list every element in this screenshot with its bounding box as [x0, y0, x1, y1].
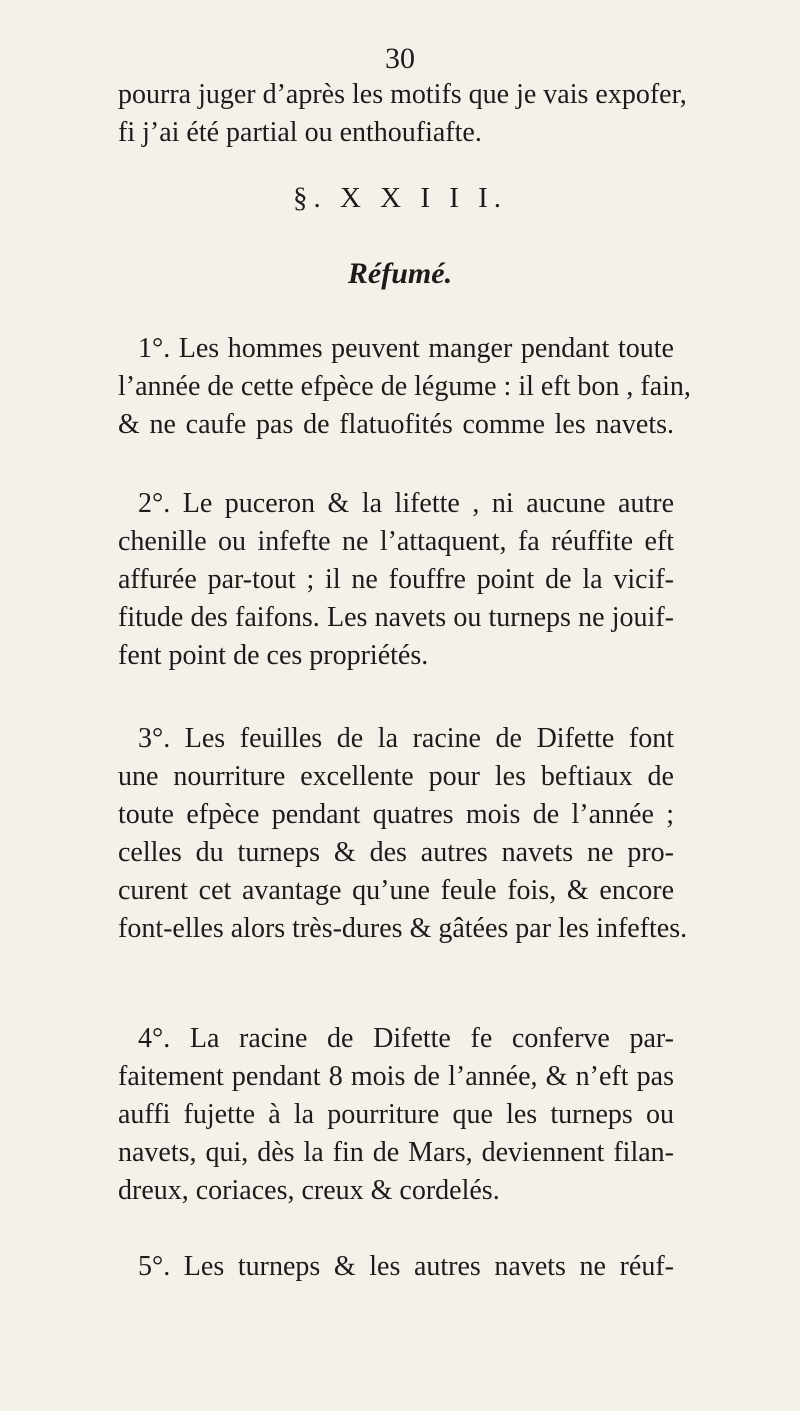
text-line: 2°. Le puceron & la lifette , ni aucune autre — [138, 488, 674, 519]
text-line: celles du turneps & des autres navets ne pro- — [118, 837, 674, 868]
text-line: faitement pendant 8 mois de l’année, & n’eft pas — [118, 1061, 674, 1092]
text-line: 3°. Les feuilles de la racine de Difette font — [138, 723, 674, 754]
page-number: 30 — [385, 42, 415, 75]
text-line: toute efpèce pendant quatres mois de l’année ; — [118, 799, 674, 830]
text-line: 4°. La racine de Difette fe conferve par- — [138, 1023, 674, 1054]
text-line: navets, qui, dès la fin de Mars, deviennent filan- — [118, 1137, 674, 1168]
paragraph-2 — [118, 485, 674, 675]
paragraph-4 — [118, 1020, 674, 1210]
text-line: & ne caufe pas de flatuofités comme les navets. — [118, 409, 674, 440]
intro-paragraph — [118, 76, 687, 152]
text-line: 1°. Les hommes peuvent manger pendant toute — [138, 333, 674, 364]
text-line: une nourriture excellente pour les beftiaux de — [118, 761, 674, 792]
paragraph-1 — [118, 330, 691, 444]
text-line: auffi fujette à la pourriture que les turneps ou — [118, 1099, 674, 1130]
text-line: 5°. Les turneps & les autres navets ne réuf- — [138, 1251, 674, 1282]
text-line: chenille ou infefte ne l’attaquent, fa réuffite eft — [118, 526, 674, 557]
paragraph-5 — [118, 1248, 674, 1286]
text-line: font-elles alors très-dures & gâtées par les infeftes. — [118, 913, 688, 944]
text-line: curent cet avantage qu’une feule fois, & encore — [118, 875, 674, 906]
text-line: pourra juger d’après les motifs que je vais expofer, — [118, 79, 687, 110]
text-line: fi j’ai été partial ou enthoufiafte. — [118, 117, 482, 148]
text-line: fent point de ces propriétés. — [118, 640, 429, 671]
text-line: affurée par-tout ; il ne fouffre point de la vicif- — [118, 564, 674, 595]
text-line: fitude des faifons. Les navets ou turneps ne jouif- — [118, 602, 674, 633]
paragraph-3 — [118, 720, 688, 948]
section-title: Réfumé. — [347, 257, 453, 290]
text-line: dreux, coriaces, creux & cordelés. — [118, 1175, 500, 1206]
text-line: l’année de cette efpèce de légume : il eft bon , fain, — [118, 371, 691, 402]
section-heading: §. X X I I I. — [292, 182, 508, 214]
